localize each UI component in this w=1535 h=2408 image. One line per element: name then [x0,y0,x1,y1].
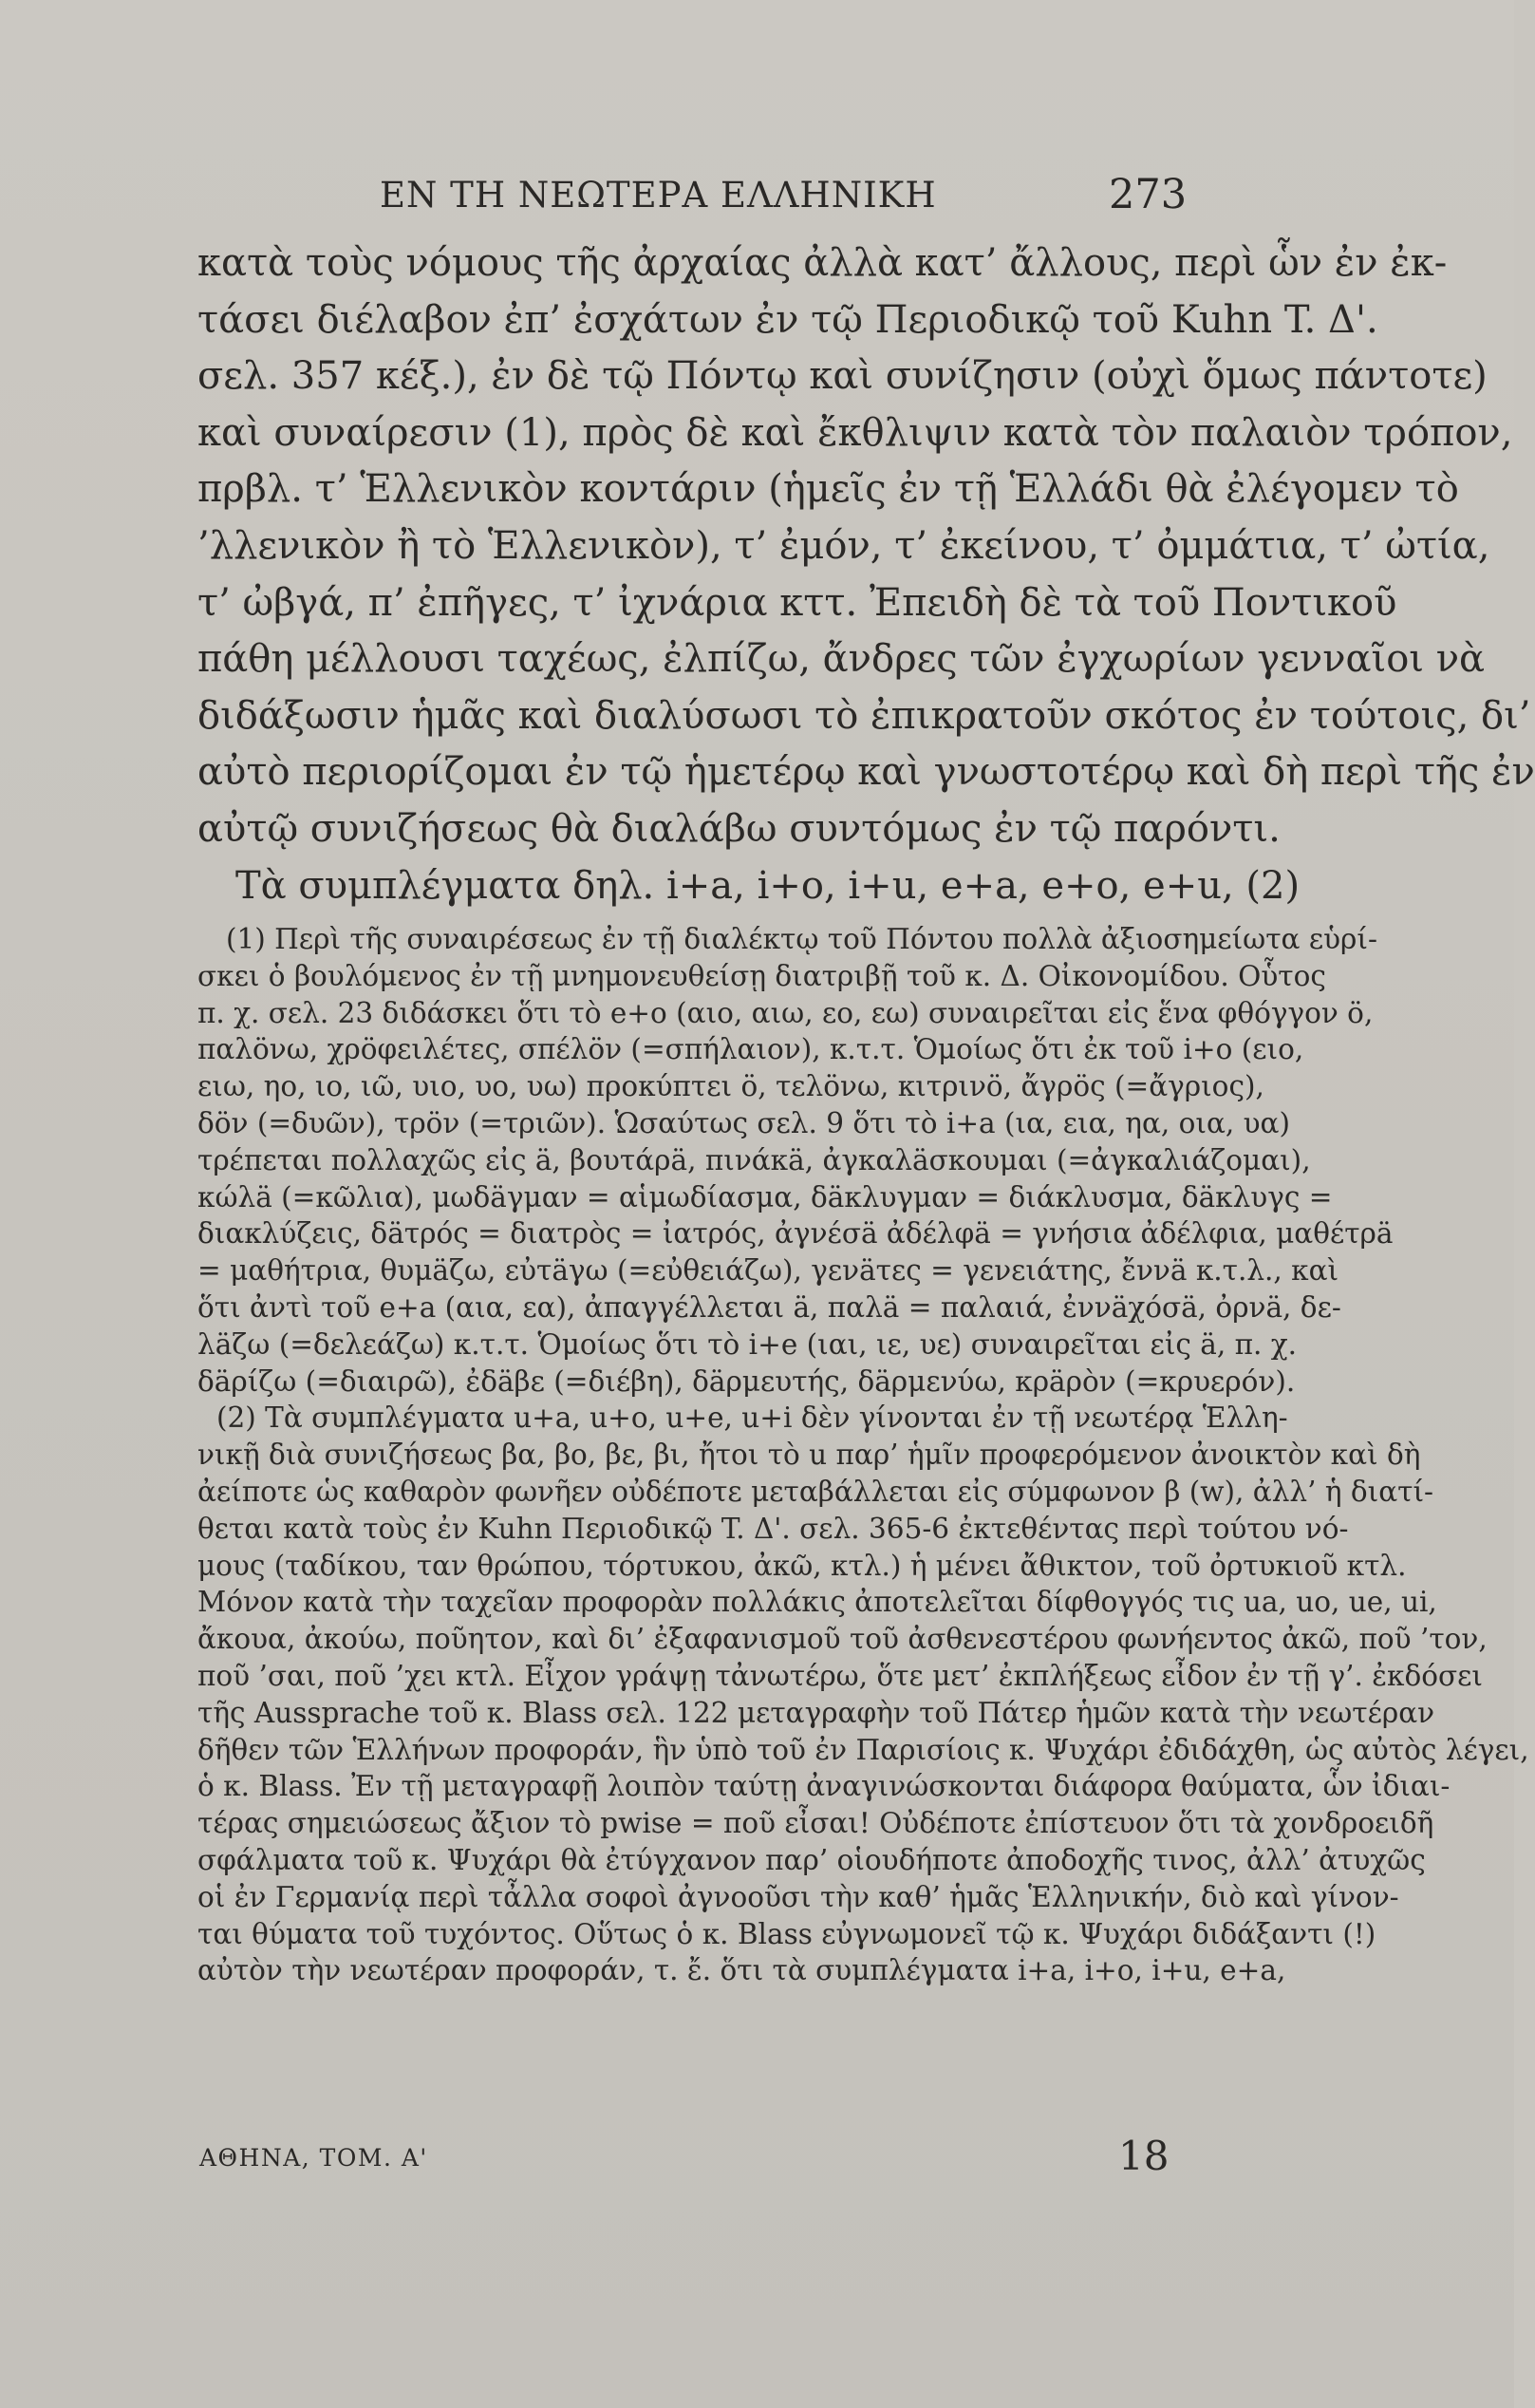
body-line: αὐτῷ συνιζήσεως θὰ διαλάβω συντόμως ἐν τῷ παρόντι. [197,806,1281,851]
footnotes [197,921,1529,1989]
body-line: πρβλ. τ’ Ἑλλενικὸν κοντάριν (ἡμεῖς ἐν τῇ Ἑλλάδι θὰ ἐλέγομεν τὸ [197,467,1459,512]
running-title: ΕΝ ΤΗ ΝΕΩΤΕΡΑ ΕΛΛΗΝΙΚΗ [380,175,937,216]
body-line: πάθη μέλλουσι ταχέως, ἐλπίζω, ἄνδρες τῶν ἐγχωρίων γενναῖοι νὰ [197,637,1486,682]
footnote-line: μους (ταδίκου, ταν θρώπου, τόρτυκου, ἀκῶ, κτλ.) ἡ μένει ἄθικτον, τοῦ ὀρτυκιοῦ κτλ. [197,1549,1407,1582]
body-line: τάσει διέλαβον ἐπ’ ἐσχάτων ἐν τῷ Περιοδικῷ τοῦ Kuhn T. Δ'. [197,297,1378,342]
footnote-line: σκει ὁ βουλόμενος ἐν τῇ μνημονευθείσῃ διατριβῇ τοῦ κ. Δ. Οἰκονομίδου. Οὗτος [197,959,1326,992]
footnote-line: διακλύζεις, δäτρός = διατρὸς = ἰατρός, ἀγνέσä ἀδέλφä = γνήσια ἀδέλφια, μαθέτρä [197,1217,1394,1251]
main-text [197,235,1535,914]
page-number: 273 [1109,171,1188,218]
footnote-line: (2) Τὰ συμπλέγματα u+a, u+o, u+e, u+i δὲν γίνονται ἐν τῇ νεωτέρᾳ Ἑλλη- [216,1402,1288,1435]
footnote-line: = μαθήτρια, θυμäζω, εὐτäγω (=εὐθειάζω), γενäτες = γενειάτης, ἔννä κ.τ.λ., καὶ [197,1254,1339,1288]
footnote-line: ειω, ηο, ιο, ιῶ, υιο, υο, υω) προκύπτει ö, τελöνω, κιτρινö, ἄγρöς (=ἄγριος), [197,1070,1264,1103]
body-line: καὶ συναίρεσιν (1), πρὸς δὲ καὶ ἔκθλιψιν κατὰ τὸν παλαιὸν τρόπον, [197,410,1513,455]
footnote-line: τῆς Aussprache τοῦ κ. Blass σελ. 122 μεταγραφὴν τοῦ Πάτερ ἡμῶν κατὰ τὴν νεωτέραν [197,1696,1435,1729]
footnote-line: λäζω (=δελεάζω) κ.τ.τ. Ὁμοίως ὅτι τὸ i+e (ιαι, ιε, υε) συναιρεῖται εἰς ä, π. χ. [197,1327,1298,1361]
footnote-line: ὅτι ἀντὶ τοῦ e+a (αια, εα), ἀπαγγέλλεται ä, παλä = παλαιά, ἐννäχόσä, ὀρνä, δε- [197,1290,1341,1324]
footnote-line: σφάλματα τοῦ κ. Ψυχάρι θὰ ἐτύγχανον παρ’ οἱουδήποτε ἀποδοχῆς τινος, ἀλλ’ ἀτυχῶς [197,1843,1426,1876]
page-footer [0,2127,1514,2193]
footnote-line: αὐτὸν τὴν νεωτέραν προφοράν, τ. ἔ. ὅτι τὰ συμπλέγματα i+a, i+o, i+u, e+a, [197,1954,1286,1987]
footnote-line: π. χ. σελ. 23 διδάσκει ὅτι τὸ e+o (αιο, αιω, εο, εω) συναιρεῖται εἰς ἕνα φθόγγον ö, [197,996,1374,1029]
footnote-line: οἱ ἐν Γερμανίᾳ περὶ τἆλλα σοφοὶ ἀγνοοῦσι τὴν καθ’ ἡμᾶς Ἑλληνικήν, διὸ καὶ γίνον- [197,1880,1399,1913]
footnote-line: παλöνω, χρöφειλέτες, σπέλöν (=σπήλαιον), κ.τ.τ. Ὁμοίως ὅτι ἐκ τοῦ i+o (ειο, [197,1033,1304,1066]
footnote-line: θεται κατὰ τοὺς ἐν Kuhn Περιοδικῷ T. Δ'. σελ. 365-6 ἐκτεθέντας περὶ τούτου νό- [197,1512,1349,1545]
footnote-line: τρέπεται πολλαχῶς εἰς ä, βουτάρä, πινάκä, ἀγκαλäσκουμαι (=ἀγκαλιάζομαι), [197,1143,1311,1176]
footnote-line: ται θύματα τοῦ τυχόντος. Οὕτως ὁ κ. Blass εὐγνωμονεῖ τῷ κ. Ψυχάρι διδάξαντι (!) [197,1917,1376,1950]
body-line: διδάξωσιν ἡμᾶς καὶ διαλύσωσι τὸ ἐπικρατοῦν σκότος ἐν τούτοις, δι’ [197,693,1531,738]
body-line: κατὰ τοὺς νόμους τῆς ἀρχαίας ἀλλὰ κατ’ ἄλλους, περὶ ὧν ἐν ἐκ- [197,241,1448,285]
footnote-line: δöν (=δυῶν), τρöν (=τριῶν). Ὡσαύτως σελ. 9 ὅτι τὸ i+a (ια, εια, ηα, οια, υα) [197,1106,1290,1139]
body-line: ’λλενικὸν ἢ τὸ Ἑλλενικὸν), τ’ ἐμόν, τ’ ἐκείνου, τ’ ὀμμάτια, τ’ ὠτία, [197,523,1490,568]
footnote-line: τέρας σημειώσεως ἄξιον τὸ pwise = ποῦ εἶσαι! Οὐδέποτε ἐπίστευον ὅτι τὰ χονδροειδῆ [197,1807,1434,1840]
footnote-line: Μόνον κατὰ τὴν ταχεῖαν προφορὰν πολλάκις ἀποτελεῖται δίφθογγός τις ua, uo, ue, ui, [197,1586,1437,1619]
footnote-line: (1) Περὶ τῆς συναιρέσεως ἐν τῇ διαλέκτῳ τοῦ Πόντου πολλὰ ἀξιοσημείωτα εὑρί- [226,923,1377,955]
body-line: τ’ ὠβγά, π’ ἐπῆγες, τ’ ἰχνάρια κττ. Ἐπειδὴ δὲ τὰ τοῦ Ποντικοῦ [197,580,1397,625]
footnote-line: ἀείποτε ὡς καθαρὸν φωνῆεν οὐδέποτε μεταβάλλεται εἰς σύμφωνον β (w), ἀλλ’ ἡ διατί- [197,1475,1434,1508]
footnote-line: ποῦ ’σαι, ποῦ ’χει κτλ. Εἶχον γράψῃ τἀνωτέρω, ὅτε μετ’ ἐκπλήξεως εἶδον ἐν τῇ γ’. ἐκδόσει [197,1659,1483,1692]
footnote-line: ἄκουα, ἀκούω, ποῦητον, καὶ δι’ ἐξαφανισμοῦ τοῦ ἀσθενεστέρου φωνήεντος ἀκῶ, ποῦ ’τον, [197,1623,1488,1656]
body-line: αὐτὸ περιορίζομαι ἐν τῷ ἡμετέρῳ καὶ γνωστοτέρῳ καὶ δὴ περὶ τῆς ἐν [197,750,1535,795]
footnote-line: δῆθεν τῶν Ἑλλήνων προφοράν, ἣν ὑπὸ τοῦ ἐν Παρισίοις κ. Ψυχάρι ἐδιδάχθη, ὡς αὐτὸς λέγει, [197,1733,1529,1766]
footnote-line: νικῇ διὰ συνιζήσεως βα, βο, βε, βι, ἤτοι τὸ u παρ’ ἡμῖν προφερόμενον ἀνοικτὸν καὶ δὴ [197,1439,1421,1472]
footnote-line: ὁ κ. Blass. Ἐν τῇ μεταγραφῇ λοιπὸν ταύτῃ ἀναγινώσκονται διάφορα θαύματα, ὧν ἰδιαι- [197,1770,1451,1803]
running-header [0,161,1514,228]
signature-mark: 18 [1118,2133,1170,2179]
body-line: σελ. 357 κέξ.), ἐν δὲ τῷ Πόντῳ καὶ συνίζησιν (οὐχὶ ὅμως πάντοτε) [197,354,1488,399]
body-line: Τὰ συμπλέγματα δηλ. i+a, i+o, i+u, e+a, e+o, e+u, (2) [235,863,1301,908]
footnote-line: κώλä (=κῶλια), μωδäγμαν = αἱμωδίασμα, δäκλυγμαν = διάκλυσμα, δäκλυγς = [197,1180,1333,1213]
footnote-line: δäρίζω (=διαιρῶ), ἐδäβε (=διέβη), δäρμευτής, δäρμενύω, κρäρὸν (=κρυερόν). [197,1364,1296,1398]
volume-label: ΑΘΗΝΑ, ΤΟΜ. Α' [199,2144,428,2172]
